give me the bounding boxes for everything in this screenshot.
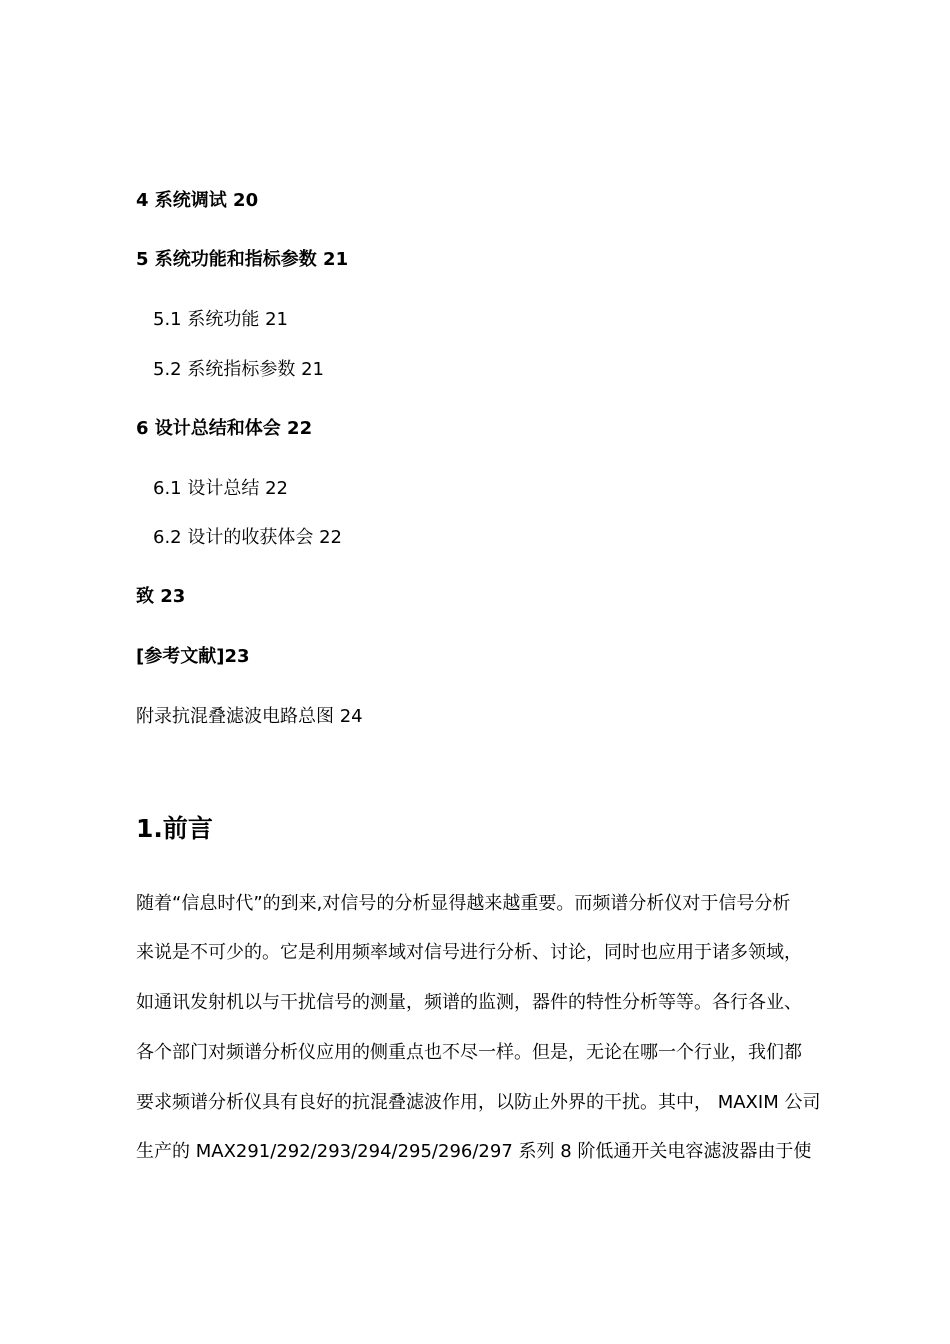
paragraph-line: 各个部门对频谱分析仪应用的侧重点也不尽一样。但是，无论在哪一个行业，我们都: [136, 1042, 802, 1063]
toc-entry-acknowledgements[interactable]: 致 23: [136, 586, 186, 607]
paragraph-line: 随着“信息时代”的到来,对信号的分析显得越来越重要。而频谱分析仪对于信号分析: [136, 893, 791, 914]
toc-entry-6-1[interactable]: 6.1 设计总结 22: [153, 478, 288, 499]
toc-entry-5-2[interactable]: 5.2 系统指标参数 21: [153, 359, 324, 380]
section-heading: 1.前言: [136, 814, 213, 843]
paragraph-line: 来说是不可少的。它是利用频率域对信号进行分析、讨论，同时也应用于诸多领域，: [136, 942, 802, 963]
toc-entry-6[interactable]: 6 设计总结和体会 22: [136, 418, 313, 439]
paragraph-line: 如通讯发射机以与干扰信号的测量，频谱的监测，器件的特性分析等等。各行各业、: [136, 992, 802, 1013]
toc-entry-references[interactable]: [参考文献]23: [136, 646, 250, 667]
toc-entry-5[interactable]: 5 系统功能和指标参数 21: [136, 249, 349, 270]
paragraph-line: 生产的 MAX291/292/293/294/295/296/297 系列 8 阶低通开关电容滤波器由于使: [136, 1141, 812, 1162]
paragraph-line: 要求频谱分析仪具有良好的抗混叠滤波作用，以防止外界的干扰。其中， MAXIM 公司: [136, 1092, 821, 1113]
toc-entry-6-2[interactable]: 6.2 设计的收获体会 22: [153, 527, 342, 548]
toc-entry-appendix[interactable]: 附录抗混叠滤波电路总图 24: [136, 706, 363, 727]
toc-entry-5-1[interactable]: 5.1 系统功能 21: [153, 309, 288, 330]
toc-entry-4[interactable]: 4 系统调试 20: [136, 190, 259, 211]
